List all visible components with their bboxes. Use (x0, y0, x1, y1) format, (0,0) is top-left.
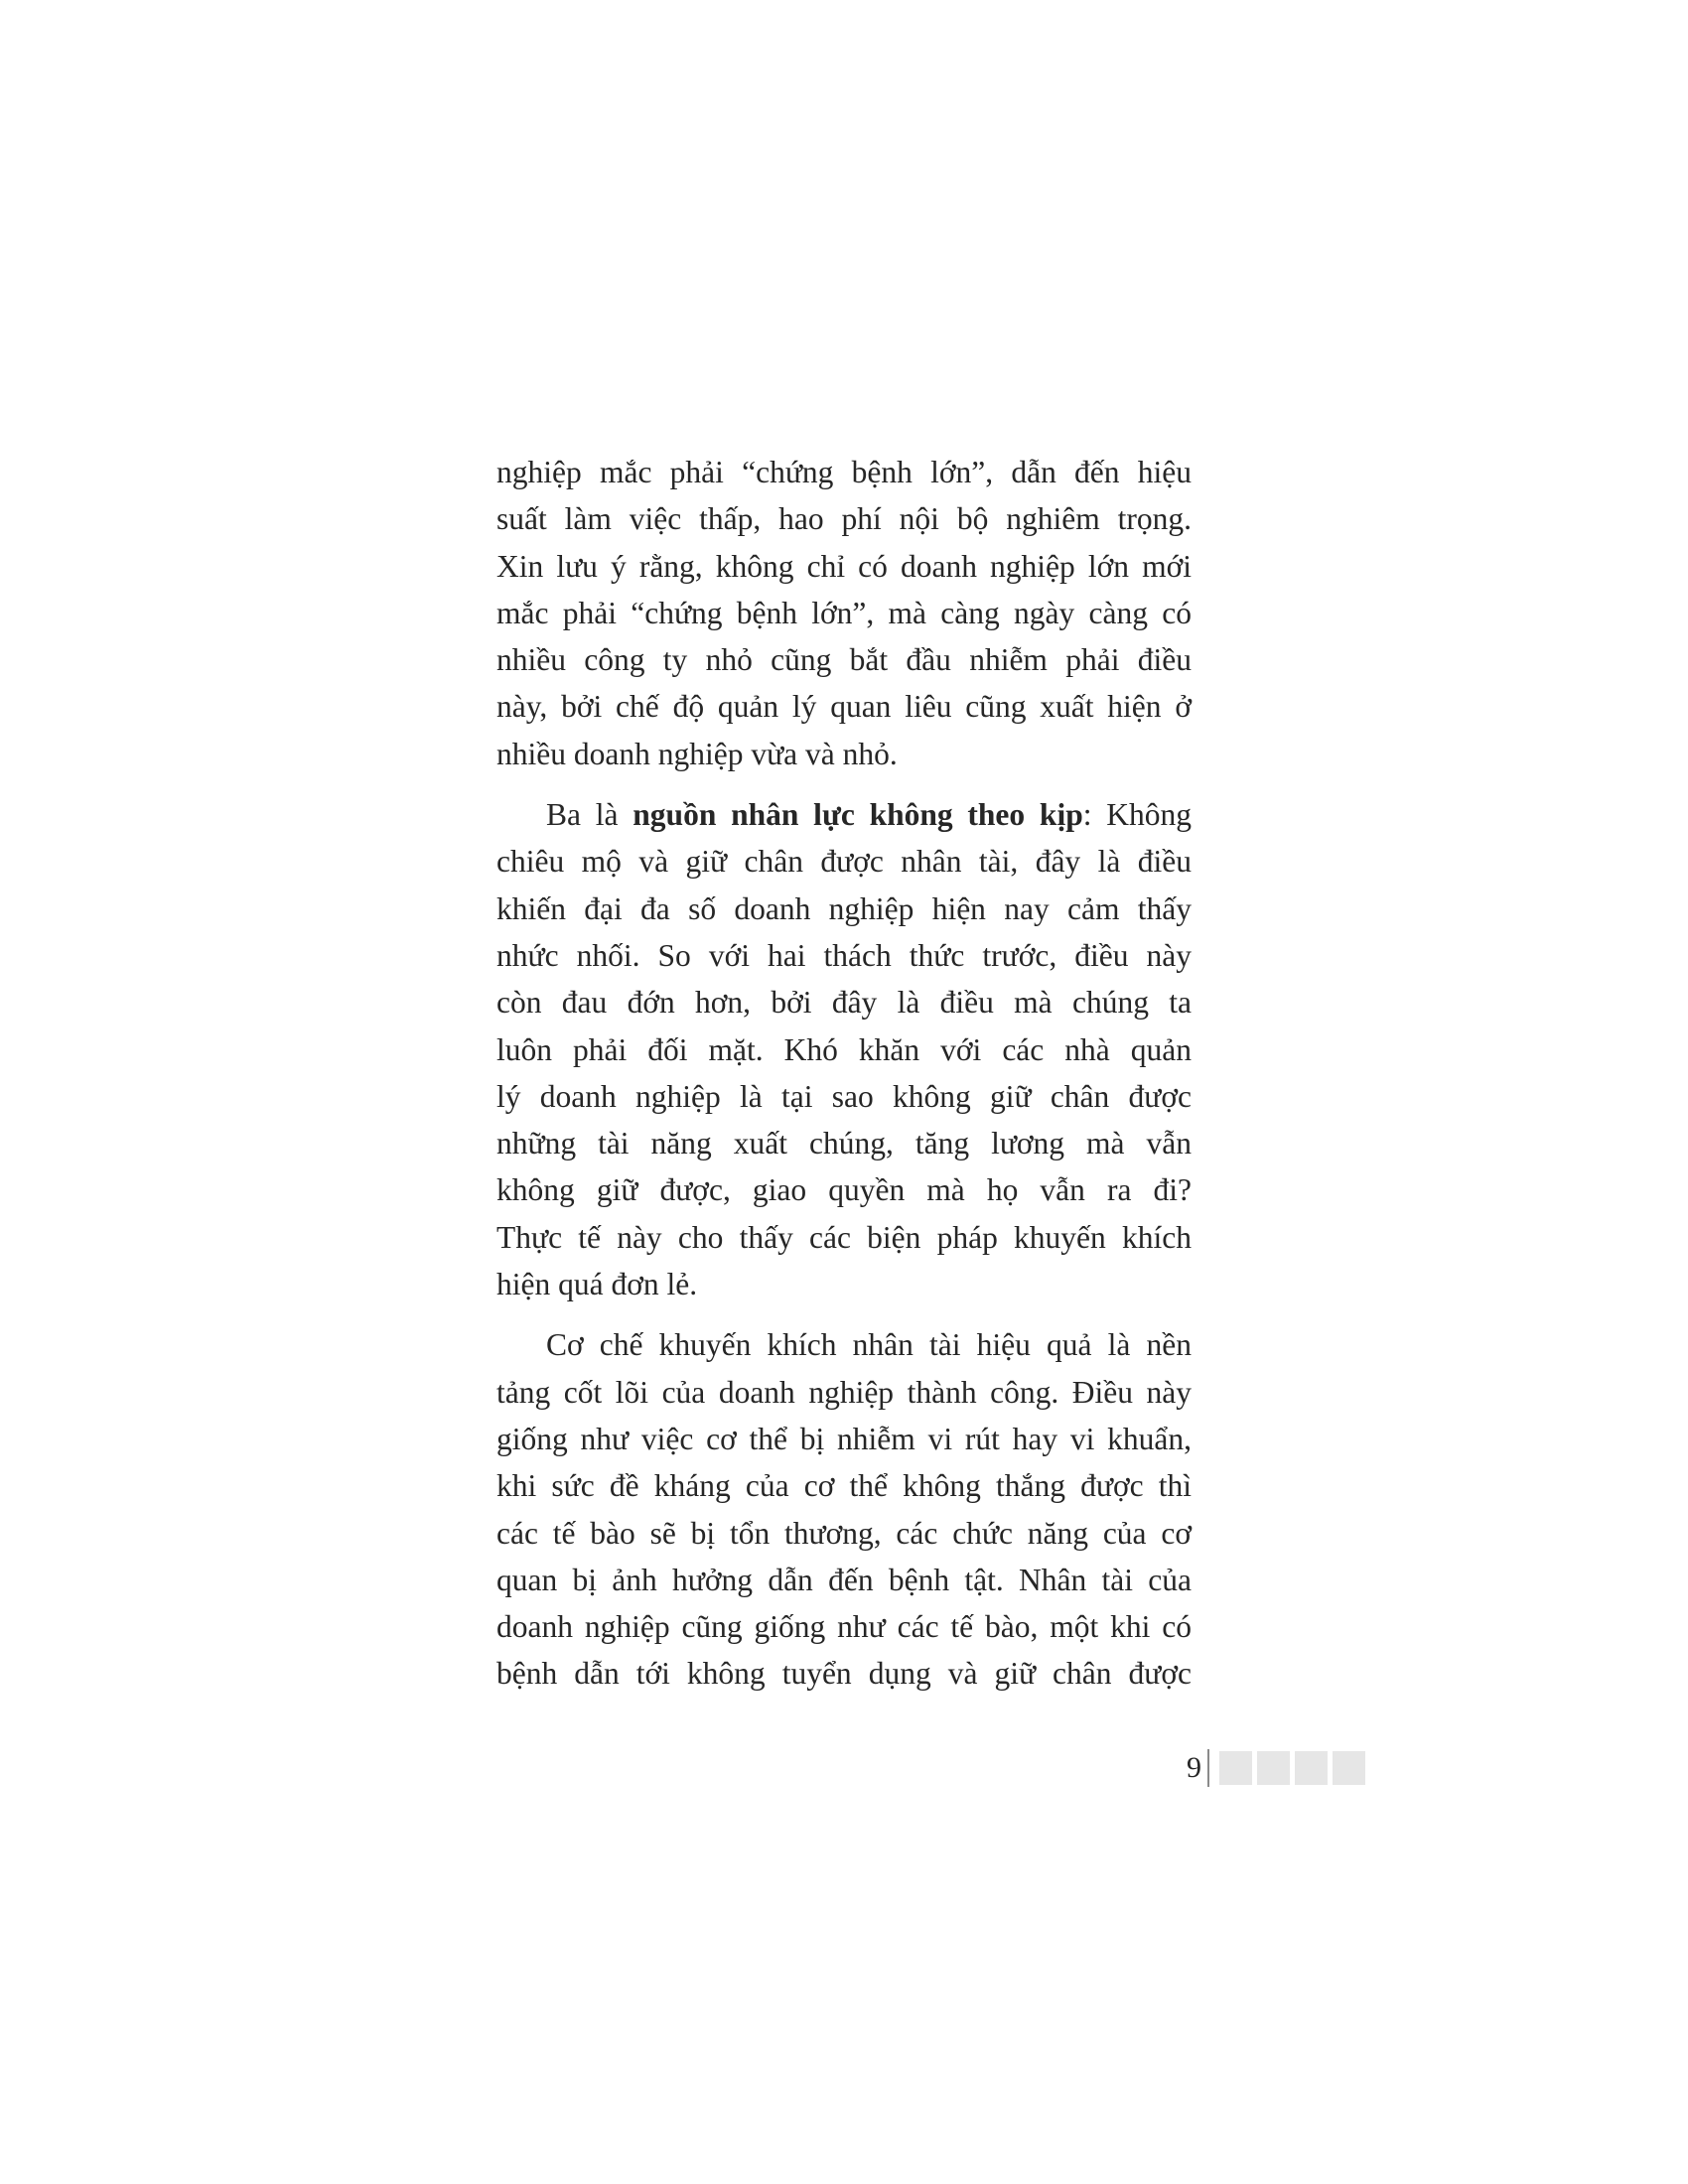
text-line: khiến đại đa số doanh nghiệp hiện nay cảm thấy (496, 890, 1192, 926)
text-line: bệnh dẫn tới không tuyển dụng và giữ chân được (496, 1656, 1192, 1692)
folio-decor-box (1295, 1751, 1328, 1785)
folio-divider (1207, 1749, 1209, 1787)
text-line: Xin lưu ý rằng, không chỉ có doanh nghiệp lớn mới (496, 548, 1192, 584)
text-line: quan bị ảnh hưởng dẫn đến bệnh tật. Nhân tài của (496, 1562, 1192, 1597)
text-line: chiêu mộ và giữ chân được nhân tài, đây là điều (496, 844, 1192, 880)
text-line: nhiều công ty nhỏ cũng bắt đầu nhiễm phải điều (496, 642, 1192, 678)
paragraph-spacer (496, 1307, 1192, 1321)
text-line: này, bởi chế độ quản lý quan liêu cũng xuất hiện ở (496, 689, 1192, 725)
text-line: khi sức đề kháng của cơ thể không thắng được thì (496, 1468, 1192, 1504)
text-line: còn đau đớn hơn, bởi đây là điều mà chúng ta (496, 985, 1192, 1021)
page-folio (1162, 1749, 1370, 1787)
folio-decor-box (1257, 1751, 1290, 1785)
emphasis-term: nguồn nhân lực không theo kịp (633, 797, 1083, 833)
text-line: các tế bào sẽ bị tổn thương, các chức năng của cơ (496, 1515, 1192, 1551)
text-line: nghiệp mắc phải “chứng bệnh lớn”, dẫn đến hiệu (496, 455, 1192, 489)
text-line: tảng cốt lõi của doanh nghiệp thành công. Điều này (496, 1374, 1192, 1410)
text-line (496, 791, 1192, 838)
text-line: nhức nhối. So với hai thách thức trước, điều này (496, 937, 1192, 973)
text-line: lý doanh nghiệp là tại sao không giữ chân được (496, 1078, 1192, 1114)
paragraph-3 (496, 1321, 1192, 1697)
folio-decor-box (1219, 1751, 1252, 1785)
text-line: giống như việc cơ thể bị nhiễm vi rút hay vi khuẩn, (496, 1421, 1192, 1456)
paragraph-2-lead: Ba là (546, 797, 633, 833)
paragraph-1 (496, 449, 1192, 777)
text-line: suất làm việc thấp, hao phí nội bộ nghiêm trọng. (496, 501, 1192, 537)
text-line: mắc phải “chứng bệnh lớn”, mà càng ngày càng có (496, 595, 1192, 630)
paragraph-spacer (496, 777, 1192, 791)
text-line: những tài năng xuất chúng, tăng lương mà vẫn (496, 1126, 1192, 1161)
folio-decor-box (1333, 1751, 1365, 1785)
text-line: luôn phải đối mặt. Khó khăn với các nhà quản (496, 1031, 1192, 1067)
text-line: hiện quá đơn lẻ. (496, 1267, 698, 1302)
text-line: doanh nghiệp cũng giống như các tế bào, một khi có (496, 1609, 1192, 1645)
text-line: không giữ được, giao quyền mà họ vẫn ra đi? (496, 1172, 1192, 1208)
text-line: Thực tế này cho thấy các biện pháp khuyến khích (496, 1219, 1192, 1255)
body-text (496, 449, 1192, 1698)
page-number: 9 (1187, 1751, 1201, 1784)
text-line: Cơ chế khuyến khích nhân tài hiệu quả là nền (546, 1327, 1192, 1363)
text-line: nhiều doanh nghiệp vừa và nhỏ. (496, 736, 898, 771)
paragraph-2 (496, 791, 1192, 1307)
paragraph-2-tail: : Không (1082, 797, 1193, 833)
